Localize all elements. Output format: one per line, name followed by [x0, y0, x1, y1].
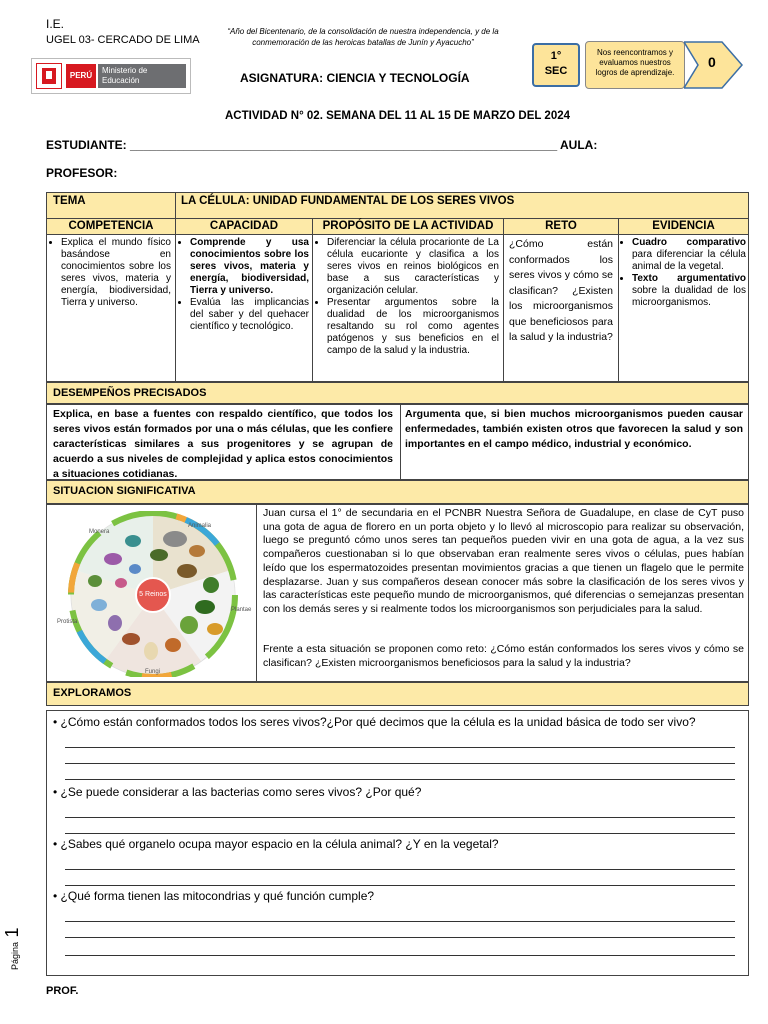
- desempeno-right: Argumenta que, si bien muchos microorganismos pueden causar enfermedades, también existen otros que favorecen la salud y son importantes en el campo médico, industrial y económico.: [405, 408, 743, 450]
- prof-label: PROF.: [46, 985, 79, 997]
- situacion-reto-text: Frente a esta situación se proponen como reto: ¿Cómo están conformados los seres vivos y cómo se clasifican? ¿Existen microorganismos beneficiosos para la salud y la industria?: [263, 643, 744, 669]
- column-header-row: [47, 219, 748, 235]
- proposito-item-1: • Diferenciar la célula procarionte de La célula eucarionte y clasifica a los seres vivos en reinos biológicos en base a sus características y organización celular.: [327, 237, 499, 297]
- proposito-item-2: • Presentar argumentos sobre la dualidad de los microorganismos resaltando su rol como agentes patógenos y sus beneficios en el campo de la salud y la industria.: [327, 297, 499, 357]
- col-competencia: COMPETENCIA: [68, 220, 154, 232]
- desempenos-header: [46, 382, 749, 404]
- exploramos-body: [46, 710, 749, 976]
- evidencia-item-2: • Texto argumentativo sobre la dualidad de los microorganismos.: [632, 273, 746, 309]
- teacher-field[interactable]: PROFESOR:: [46, 166, 118, 180]
- wheel-label-protista: Protista: [57, 619, 78, 625]
- student-field[interactable]: ESTUDIANTE: ________________________________________________________________ AULA:: [46, 138, 598, 152]
- competencia-text: • Explica el mundo físico basándose en conocimientos sobre los seres vivos, materia y energía, biodiversidad, Tierra y universo.: [61, 237, 171, 309]
- wheel-label-monera: Monera: [89, 529, 110, 535]
- answer-line[interactable]: [65, 921, 735, 922]
- answer-line[interactable]: [65, 885, 735, 886]
- competency-table: [46, 192, 749, 382]
- logo-country: PERÚ: [66, 64, 96, 88]
- answer-line[interactable]: [65, 955, 735, 956]
- national-motto: “Año del Bicentenario, de la consolidación de nuestra independencia, y de la conmemoración de las heroicas batallas de Junín y Ayacucho”: [227, 27, 499, 47]
- wheel-label-fungi: Fungi: [145, 669, 161, 675]
- question-2: • ¿Se puede considerar a las bacterias como seres vivos? ¿Por qué?: [53, 785, 422, 799]
- theme-row: [47, 193, 748, 219]
- cell-capacidad: [178, 237, 309, 333]
- wheel-label-animalia: Animalia: [188, 523, 212, 529]
- desempeno-left: Explica, en base a fuentes con respaldo científico, que todos los seres vivos están formados por una o más células, que les confiere características similares a sus progenitores y se agrupan de acuerdo a sus niveles de complejidad y aplica estos conocimientos a situaciones cotidianas.: [53, 408, 393, 480]
- five-kingdoms-wheel: [55, 511, 251, 677]
- situacion-header: [46, 480, 749, 504]
- subject-title: ASIGNATURA: CIENCIA Y TECNOLOGÍA: [240, 71, 470, 85]
- desempenos-label: DESEMPEÑOS PRECISADOS: [53, 387, 207, 399]
- page-word: Página: [10, 941, 20, 970]
- theme-label: TEMA: [53, 195, 86, 207]
- col-proposito: PROPÓSITO DE LA ACTIVIDAD: [322, 220, 494, 232]
- answer-line[interactable]: [65, 747, 735, 748]
- exploramos-label: EXPLORAMOS: [53, 687, 132, 699]
- badge-number: 0: [708, 54, 716, 70]
- cell-proposito: [315, 237, 499, 357]
- col-capacidad: CAPACIDAD: [209, 220, 279, 232]
- answer-line[interactable]: [65, 869, 735, 870]
- answer-line[interactable]: [65, 779, 735, 780]
- question-1: • ¿Cómo están conformados todos los seres vivos?¿Por qué decimos que la célula es la unidad básica de todo ser vivo?: [53, 715, 696, 729]
- page-number-vertical: [2, 927, 42, 970]
- reto-text: ¿Cómo están conformados los seres vivos y cómo se clasifican? ¿Existen los microorganismos que beneficiosos para la salud y la industria?: [509, 238, 613, 343]
- grade-level: SEC: [544, 65, 568, 77]
- logo-ministry: Ministerio de Educación: [98, 64, 186, 88]
- grade-box: [532, 43, 580, 87]
- bullet-icon: •: [53, 715, 61, 729]
- ministry-logo: [31, 58, 191, 94]
- question-4: • ¿Qué forma tienen las mitocondrias y qué función cumple?: [53, 889, 375, 903]
- arrow-shape: [684, 41, 744, 89]
- peru-shield-icon: [36, 63, 62, 89]
- capacidad-item-2: • Evalúa las implicancias del saber y del quehacer científico y tecnológico.: [190, 297, 309, 333]
- answer-line[interactable]: [65, 937, 735, 938]
- answer-line[interactable]: [65, 817, 735, 818]
- evidencia-item-1: • Cuadro comparativo para diferenciar la célula animal de la vegetal.: [632, 237, 746, 273]
- activity-title: ACTIVIDAD N° 02. SEMANA DEL 11 AL 15 DE MARZO DEL 2024: [225, 110, 570, 122]
- col-reto: RETO: [545, 220, 577, 232]
- page-number: 1: [2, 927, 22, 938]
- school-label: I.E.: [46, 17, 65, 31]
- wheel-label-plantae: Plantae: [231, 607, 252, 613]
- ugel-label: UGEL 03- CERCADO DE LIMA: [46, 34, 200, 46]
- cell-competencia: [49, 237, 171, 309]
- situacion-body: [46, 504, 749, 682]
- exploramos-header: [46, 682, 749, 706]
- theme-value: LA CÉLULA: UNIDAD FUNDAMENTAL DE LOS SERES VIVOS: [181, 195, 515, 207]
- situacion-text: Juan cursa el 1° de secundaria en el PCNBR Nuestra Señora de Guadalupe, en clase de CyT puso una gota de agua de florero en un porta objeto y lo llevó al microscopio para realizar su observación, luego se preguntó cómo unos seres tan pequeños pueden vivir en una gota de agua, a la vez sus compañeros cuestionaban si lo que observaban eran realmente seres vivos o células, pues habían leído que los espermatozoides presentan movimientos gracias a que tienen un flagelo que le permite desplazarse. Juan y sus compañeros desean conocer más sobre la clasificación de los seres vivos y las características este pequeño mundo de microorganismos, qué diferencias o semejanzas presentan con los demás seres y si realmente todos los microorganismos son perjudiciales para la salud.: [263, 507, 744, 615]
- answer-line[interactable]: [65, 763, 735, 764]
- answer-line[interactable]: [65, 833, 735, 834]
- col-evidencia: EVIDENCIA: [652, 220, 715, 232]
- capacidad-item-1: • Comprende y usa conocimientos sobre los seres vivos, materia y energía, biodiversidad, Tierra y universo.: [190, 237, 309, 297]
- bullet-icon: •: [53, 837, 61, 851]
- motivation-badge: Nos reencontramos y evaluamos nuestros logros de aprendizaje.: [585, 41, 685, 89]
- wheel-center-label: 5 Reinos: [139, 591, 167, 598]
- cell-evidencia: [620, 237, 746, 309]
- question-3: • ¿Sabes qué organelo ocupa mayor espacio en la célula animal? ¿Y en la vegetal?: [53, 837, 499, 851]
- bullet-icon: •: [53, 785, 61, 799]
- bullet-icon: •: [53, 889, 61, 903]
- situacion-label: SITUACION SIGNIFICATIVA: [53, 485, 196, 497]
- desempenos-body: [46, 404, 749, 480]
- grade-number: 1°: [550, 50, 562, 62]
